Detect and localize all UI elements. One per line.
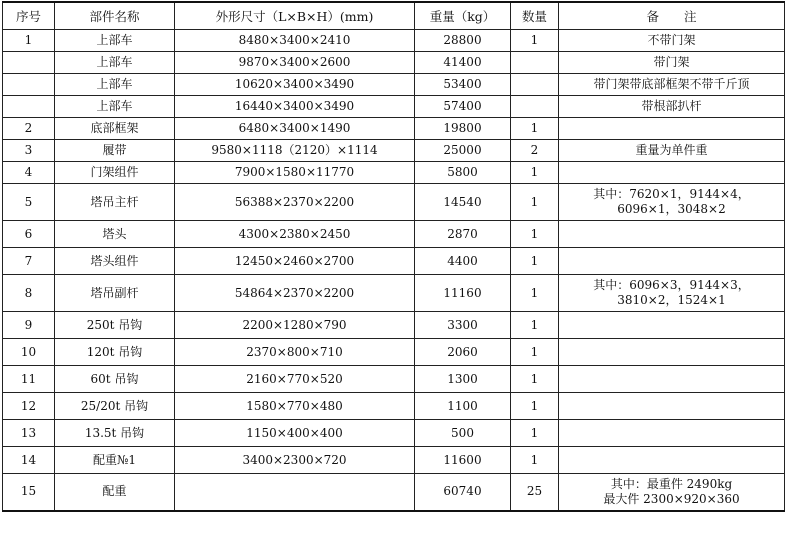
table-row (3, 393, 785, 420)
note-line: 带门架带底部框架不带千斤顶 (593, 77, 750, 91)
cell-weight: 28800 (415, 30, 511, 52)
cell-weight: 4400 (415, 248, 511, 275)
cell-notes (559, 366, 785, 393)
cell-weight: 1100 (415, 393, 511, 420)
cell-name: 120t 吊钩 (55, 339, 175, 366)
cell-seq: 15 (3, 474, 55, 511)
cell-seq: 3 (3, 140, 55, 162)
cell-dims: 54864×2370×2200 (175, 275, 415, 312)
cell-notes (559, 248, 785, 275)
cell-dims: 7900×1580×11770 (175, 162, 415, 184)
cell-name: 上部车 (55, 30, 175, 52)
table-row (3, 140, 785, 162)
cell-dims: 2160×770×520 (175, 366, 415, 393)
cell-notes (559, 74, 785, 96)
cell-qty: 1 (511, 275, 559, 312)
cell-notes (559, 312, 785, 339)
header-qty: 数量 (511, 2, 559, 30)
cell-seq: 13 (3, 420, 55, 447)
header-row (3, 2, 785, 30)
cell-qty: 1 (511, 393, 559, 420)
note-line: 其中：最重件 2490kg (610, 476, 733, 491)
table-row (3, 420, 785, 447)
cell-notes (559, 339, 785, 366)
cell-weight: 3300 (415, 312, 511, 339)
cell-weight: 25000 (415, 140, 511, 162)
cell-seq: 6 (3, 221, 55, 248)
cell-seq: 11 (3, 366, 55, 393)
cell-name: 13.5t 吊钩 (55, 420, 175, 447)
cell-name: 上部车 (55, 52, 175, 74)
cell-weight: 500 (415, 420, 511, 447)
cell-qty (511, 74, 559, 96)
table-row (3, 52, 785, 74)
cell-seq: 8 (3, 275, 55, 312)
cell-weight: 2870 (415, 221, 511, 248)
cell-weight: 19800 (415, 118, 511, 140)
cell-seq (3, 52, 55, 74)
note-line: 不带门架 (647, 33, 696, 47)
table-row (3, 184, 785, 221)
cell-notes (559, 221, 785, 248)
cell-qty (511, 96, 559, 118)
table-row (3, 339, 785, 366)
header-notes: 备 注 (559, 2, 785, 30)
table-row (3, 221, 785, 248)
header-dims: 外形尺寸（L×B×H）(mm) (175, 2, 415, 30)
cell-qty: 1 (511, 248, 559, 275)
cell-weight: 11160 (415, 275, 511, 312)
table-row (3, 118, 785, 140)
cell-qty: 1 (511, 447, 559, 474)
cell-seq: 14 (3, 447, 55, 474)
cell-notes (559, 447, 785, 474)
cell-name: 60t 吊钩 (55, 366, 175, 393)
note-line: 3810×2，1524×1 (617, 293, 726, 307)
cell-qty: 1 (511, 221, 559, 248)
cell-notes (559, 420, 785, 447)
cell-name: 塔头 (55, 221, 175, 248)
note-line: 最大件 2300×920×360 (603, 491, 740, 506)
cell-qty: 1 (511, 162, 559, 184)
cell-weight: 57400 (415, 96, 511, 118)
cell-dims: 56388×2370×2200 (175, 184, 415, 221)
table-row (3, 162, 785, 184)
cell-notes (559, 275, 785, 312)
cell-dims: 9870×3400×2600 (175, 52, 415, 74)
cell-qty: 1 (511, 420, 559, 447)
cell-weight: 2060 (415, 339, 511, 366)
cell-weight: 11600 (415, 447, 511, 474)
cell-notes (559, 52, 785, 74)
cell-dims: 3400×2300×720 (175, 447, 415, 474)
cell-qty (511, 52, 559, 74)
table-row (3, 96, 785, 118)
cell-weight: 14540 (415, 184, 511, 221)
table-row (3, 30, 785, 52)
cell-name: 250t 吊钩 (55, 312, 175, 339)
cell-dims (175, 474, 415, 511)
cell-dims: 2200×1280×790 (175, 312, 415, 339)
cell-dims: 1580×770×480 (175, 393, 415, 420)
components-table (2, 1, 785, 512)
cell-seq (3, 96, 55, 118)
note-line: 6096×1，3048×2 (617, 202, 726, 216)
cell-notes (559, 118, 785, 140)
cell-name: 塔吊副杆 (55, 275, 175, 312)
cell-qty: 2 (511, 140, 559, 162)
note-line: 带根部扒杆 (641, 99, 702, 113)
cell-name: 25/20t 吊钩 (55, 393, 175, 420)
cell-weight: 60740 (415, 474, 511, 511)
cell-dims: 1150×400×400 (175, 420, 415, 447)
cell-qty: 1 (511, 312, 559, 339)
cell-name: 塔吊主杆 (55, 184, 175, 221)
cell-dims: 12450×2460×2700 (175, 248, 415, 275)
cell-qty: 1 (511, 366, 559, 393)
cell-dims: 2370×800×710 (175, 339, 415, 366)
cell-seq: 7 (3, 248, 55, 275)
cell-name: 上部车 (55, 74, 175, 96)
cell-name: 塔头组件 (55, 248, 175, 275)
cell-qty: 1 (511, 184, 559, 221)
cell-weight: 1300 (415, 366, 511, 393)
cell-name: 门架组件 (55, 162, 175, 184)
cell-dims: 9580×1118（2120）×1114 (175, 140, 415, 162)
table-row (3, 312, 785, 339)
cell-notes (559, 96, 785, 118)
header-name: 部件名称 (55, 2, 175, 30)
cell-notes (559, 140, 785, 162)
cell-qty: 1 (511, 339, 559, 366)
cell-name: 履带 (55, 140, 175, 162)
table-row (3, 74, 785, 96)
note-line: 重量为单件重 (635, 143, 708, 157)
cell-seq: 2 (3, 118, 55, 140)
cell-name: 配重№1 (55, 447, 175, 474)
cell-weight: 41400 (415, 52, 511, 74)
cell-seq: 5 (3, 184, 55, 221)
cell-notes (559, 474, 785, 511)
header-weight: 重量（kg） (415, 2, 511, 30)
cell-dims: 8480×3400×2410 (175, 30, 415, 52)
note-line: 其中：6096×3，9144×3， (593, 278, 750, 292)
table-row (3, 447, 785, 474)
header-seq: 序号 (3, 2, 55, 30)
cell-dims: 4300×2380×2450 (175, 221, 415, 248)
cell-seq: 4 (3, 162, 55, 184)
cell-name: 底部框架 (55, 118, 175, 140)
cell-seq: 10 (3, 339, 55, 366)
note-line: 带门架 (653, 55, 690, 69)
cell-weight: 5800 (415, 162, 511, 184)
cell-seq (3, 74, 55, 96)
table-row (3, 275, 785, 312)
cell-notes (559, 30, 785, 52)
cell-weight: 53400 (415, 74, 511, 96)
table-row (3, 474, 785, 511)
cell-notes (559, 184, 785, 221)
cell-dims: 6480×3400×1490 (175, 118, 415, 140)
table-row (3, 248, 785, 275)
cell-name: 配重 (55, 474, 175, 511)
table-body (3, 30, 785, 511)
cell-seq: 12 (3, 393, 55, 420)
cell-seq: 1 (3, 30, 55, 52)
note-line: 其中：7620×1，9144×4， (593, 187, 750, 201)
table-row (3, 366, 785, 393)
cell-qty: 1 (511, 118, 559, 140)
cell-dims: 10620×3400×3490 (175, 74, 415, 96)
cell-dims: 16440×3400×3490 (175, 96, 415, 118)
cell-name: 上部车 (55, 96, 175, 118)
cell-qty: 25 (511, 474, 559, 511)
cell-notes (559, 393, 785, 420)
cell-notes (559, 162, 785, 184)
cell-seq: 9 (3, 312, 55, 339)
cell-qty: 1 (511, 30, 559, 52)
